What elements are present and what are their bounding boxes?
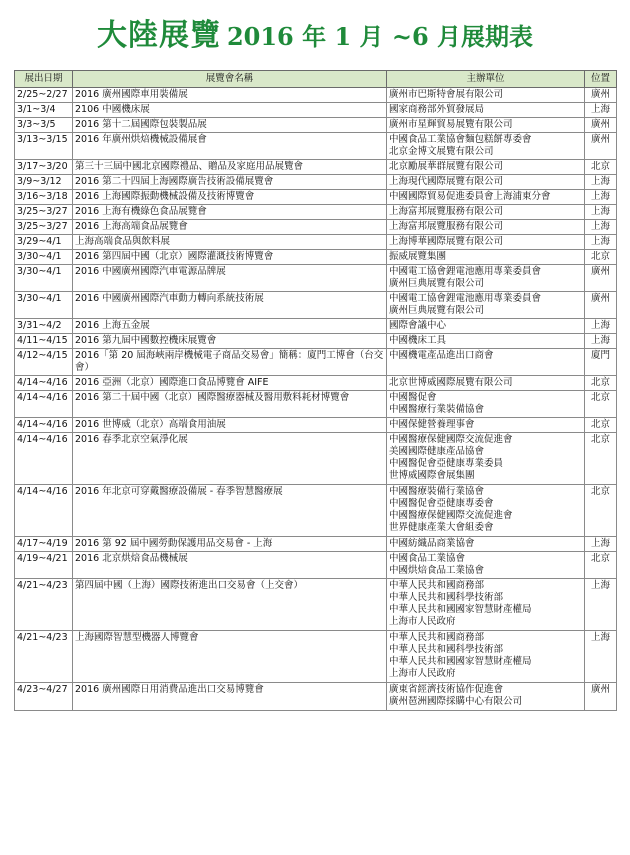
header-location: 位置 — [585, 71, 617, 88]
row-exhibition-name: 2016 廣州國際車用裝備展 — [73, 88, 387, 103]
row-exhibition-name: 2016 年北京可穿戴醫療設備展 - 春季智慧醫療展 — [73, 485, 387, 537]
row-organizer — [387, 160, 585, 175]
row-date: 2/25~2/27 — [15, 88, 73, 103]
organizer-line: 中國醫療行業裝備協會 — [389, 404, 485, 415]
row-exhibition-name: 2016 第二十四屆上海國際廣告技術設備展覽會 — [73, 175, 387, 190]
organizer-line: 中國電工協會鋰電池應用專業委員會 — [389, 293, 542, 304]
row-exhibition-name: 第三十三屆中國北京國際禮品、贈品及家庭用品展覽會 — [73, 160, 387, 175]
organizer-line: 國際會議中心 — [389, 320, 447, 331]
organizer-line: 中華人民共和國國家智慧財產權局 — [389, 604, 532, 615]
row-location: 廈門 — [585, 349, 617, 376]
row-organizer — [387, 250, 585, 265]
table-row — [15, 579, 617, 631]
exhibition-schedule-table — [14, 70, 617, 711]
table-row — [15, 118, 617, 133]
row-exhibition-name: 2016 第十二屆國際包裝製品展 — [73, 118, 387, 133]
table-row — [15, 552, 617, 579]
row-date: 3/17~3/20 — [15, 160, 73, 175]
organizer-line: 中國紡織品商業協會 — [389, 538, 475, 549]
table-row — [15, 334, 617, 349]
row-location: 北京 — [585, 160, 617, 175]
table-row — [15, 190, 617, 205]
table-header-row — [15, 71, 617, 88]
row-exhibition-name: 2016 第 92 屆中國勞動保護用品交易會 - 上海 — [73, 537, 387, 552]
row-organizer — [387, 292, 585, 319]
row-location: 上海 — [585, 631, 617, 683]
organizer-line: 上海富邦展覽服務有限公司 — [389, 206, 504, 217]
organizer-line: 上海富邦展覽服務有限公司 — [389, 221, 504, 232]
row-organizer — [387, 579, 585, 631]
row-location: 上海 — [585, 537, 617, 552]
row-organizer — [387, 319, 585, 334]
table-row — [15, 391, 617, 418]
organizer-line: 北京世博威國際展覽有限公司 — [389, 377, 513, 388]
row-exhibition-name: 2106 中國機床展 — [73, 103, 387, 118]
row-organizer — [387, 265, 585, 292]
table-row — [15, 292, 617, 319]
title-sub: 2016 年 1 月 ~6 月展期表 — [226, 22, 534, 51]
table-row — [15, 485, 617, 537]
row-exhibition-name: 2016 第二十屆中國（北京）國際醫療器械及醫用敷料耗材博覽會 — [73, 391, 387, 418]
row-organizer — [387, 103, 585, 118]
organizer-line: 中國食品工業協會 — [389, 553, 466, 564]
table-row — [15, 220, 617, 235]
row-date: 3/30~4/1 — [15, 250, 73, 265]
row-location: 廣州 — [585, 683, 617, 711]
row-location: 上海 — [585, 175, 617, 190]
row-date: 4/12~4/15 — [15, 349, 73, 376]
row-location: 廣州 — [585, 88, 617, 103]
table-row — [15, 160, 617, 175]
row-exhibition-name: 2016 世博威（北京）高端食用油展 — [73, 418, 387, 433]
row-organizer — [387, 391, 585, 418]
organizer-line: 振威展覽集團 — [389, 251, 447, 262]
organizer-line: 中華人民共和國國家智慧財產權局 — [389, 656, 532, 667]
table-row — [15, 205, 617, 220]
organizer-line: 中國醫療保健國際交流促進會 — [389, 510, 513, 521]
row-organizer — [387, 118, 585, 133]
row-exhibition-name: 2016 北京烘焙食品機械展 — [73, 552, 387, 579]
organizer-line: 廣州市巴斯特會展有限公司 — [389, 89, 504, 100]
row-organizer — [387, 133, 585, 160]
organizer-line: 世界健康產業大會組委會 — [389, 522, 494, 533]
row-location: 上海 — [585, 319, 617, 334]
organizer-line: 上海博華國際展覽有限公司 — [389, 236, 504, 247]
organizer-line: 廣州巨典展覽有限公司 — [389, 305, 485, 316]
row-location: 上海 — [585, 220, 617, 235]
header-name: 展覽會名稱 — [73, 71, 387, 88]
organizer-line: 中華人民共和國科學技術部 — [389, 592, 504, 603]
row-organizer — [387, 190, 585, 205]
row-organizer — [387, 235, 585, 250]
row-exhibition-name: 2016 年廣州烘焙機械設備展會 — [73, 133, 387, 160]
table-row — [15, 631, 617, 683]
page-title — [0, 10, 630, 54]
row-organizer — [387, 537, 585, 552]
organizer-line: 中國保健營養理事會 — [389, 419, 475, 430]
row-exhibition-name: 2016 第四屆中國（北京）國際灌溉技術博覽會 — [73, 250, 387, 265]
row-organizer — [387, 552, 585, 579]
row-location: 廣州 — [585, 265, 617, 292]
row-exhibition-name: 2016 廣州國際日用消費品進出口交易博覽會 — [73, 683, 387, 711]
row-organizer — [387, 88, 585, 103]
header-organizer: 主辦單位 — [387, 71, 585, 88]
row-date: 3/13~3/15 — [15, 133, 73, 160]
row-date: 4/11~4/15 — [15, 334, 73, 349]
row-location: 北京 — [585, 391, 617, 418]
organizer-line: 中國烘焙食品工業協會 — [389, 565, 485, 576]
organizer-line: 中國電工協會鋰電池應用專業委員會 — [389, 266, 542, 277]
row-exhibition-name: 2016 中國廣州國際汽車電源品牌展 — [73, 265, 387, 292]
organizer-line: 廣東省經濟技術協作促進會 — [389, 684, 504, 695]
row-exhibition-name: 第四屆中國（上海）國際技術進出口交易會（上交會） — [73, 579, 387, 631]
organizer-line: 中國機床工具 — [389, 335, 447, 346]
row-date: 3/16~3/18 — [15, 190, 73, 205]
organizer-line: 廣州巨典展覽有限公司 — [389, 278, 485, 289]
row-date: 3/25~3/27 — [15, 205, 73, 220]
row-location: 上海 — [585, 579, 617, 631]
row-date: 4/23~4/27 — [15, 683, 73, 711]
row-date: 3/3~3/5 — [15, 118, 73, 133]
row-date: 3/30~4/1 — [15, 265, 73, 292]
table-row — [15, 175, 617, 190]
organizer-line: 中國醫促會亞健康專委會 — [389, 498, 494, 509]
title-main: 大陸展覽 — [96, 18, 221, 53]
table-row — [15, 265, 617, 292]
row-location: 廣州 — [585, 292, 617, 319]
organizer-line: 中國醫療保健國際交流促進會 — [389, 434, 513, 445]
row-location: 北京 — [585, 552, 617, 579]
table-row — [15, 349, 617, 376]
row-date: 3/30~4/1 — [15, 292, 73, 319]
row-exhibition-name: 上海國際智慧型機器人博覽會 — [73, 631, 387, 683]
row-exhibition-name: 2016 上海有機綠色食品展覽會 — [73, 205, 387, 220]
row-location: 廣州 — [585, 133, 617, 160]
row-organizer — [387, 205, 585, 220]
organizer-line: 北京金博文展覽有限公司 — [389, 146, 494, 157]
organizer-line: 中國食品工業協會麵包糕餅專委會 — [389, 134, 532, 145]
organizer-line: 上海現代國際展覽有限公司 — [389, 176, 504, 187]
row-location: 北京 — [585, 376, 617, 391]
row-organizer — [387, 631, 585, 683]
row-organizer — [387, 433, 585, 485]
row-date: 4/14~4/16 — [15, 485, 73, 537]
organizer-line: 中國國際貿易促進委員會上海浦東分會 — [389, 191, 551, 202]
organizer-line: 廣州琶洲國際採購中心有限公司 — [389, 696, 523, 707]
row-location: 上海 — [585, 103, 617, 118]
row-location: 上海 — [585, 235, 617, 250]
organizer-line: 中華人民共和國商務部 — [389, 632, 485, 643]
row-location: 北京 — [585, 485, 617, 537]
row-organizer — [387, 175, 585, 190]
table-row — [15, 433, 617, 485]
row-date: 3/1~3/4 — [15, 103, 73, 118]
table-row — [15, 250, 617, 265]
row-date: 3/31~4/2 — [15, 319, 73, 334]
table-row — [15, 235, 617, 250]
row-organizer — [387, 376, 585, 391]
organizer-line: 上海市人民政府 — [389, 616, 456, 627]
table-row — [15, 88, 617, 103]
row-exhibition-name: 2016 中國廣州國際汽車動力轉向系統技術展 — [73, 292, 387, 319]
row-location: 北京 — [585, 433, 617, 485]
row-organizer — [387, 683, 585, 711]
row-organizer — [387, 220, 585, 235]
organizer-line: 美國國際健康產品協會 — [389, 446, 485, 457]
row-date: 4/21~4/23 — [15, 631, 73, 683]
row-date: 4/19~4/21 — [15, 552, 73, 579]
row-date: 4/14~4/16 — [15, 433, 73, 485]
organizer-line: 上海市人民政府 — [389, 668, 456, 679]
organizer-line: 中國機電產品進出口商會 — [389, 350, 494, 361]
row-exhibition-name: 2016 第九屆中國數控機床展覽會 — [73, 334, 387, 349]
row-date: 4/17~4/19 — [15, 537, 73, 552]
row-location: 上海 — [585, 334, 617, 349]
table-row — [15, 537, 617, 552]
organizer-line: 國家商務部外貿發展局 — [389, 104, 485, 115]
organizer-line: 中國醫療裝備行業協會 — [389, 486, 485, 497]
row-date: 3/29~4/1 — [15, 235, 73, 250]
row-date: 4/21~4/23 — [15, 579, 73, 631]
row-exhibition-name: 2016 上海國際振動機械設備及技術博覽會 — [73, 190, 387, 205]
row-date: 3/25~3/27 — [15, 220, 73, 235]
row-organizer — [387, 485, 585, 537]
table-row — [15, 103, 617, 118]
organizer-line: 北京勵展華群展覽有限公司 — [389, 161, 504, 172]
row-exhibition-name: 2016 春季北京空氣淨化展 — [73, 433, 387, 485]
row-exhibition-name: 2016「第 20 屆海峽兩岸機械電子商品交易會」簡稱：廈門工博會（台交會） — [73, 349, 387, 376]
row-location: 廣州 — [585, 118, 617, 133]
table-row — [15, 133, 617, 160]
organizer-line: 廣州市星輝貿易展覽有限公司 — [389, 119, 513, 130]
row-organizer — [387, 418, 585, 433]
table-row — [15, 319, 617, 334]
organizer-line: 世博威國際會展集團 — [389, 470, 475, 481]
row-location: 上海 — [585, 205, 617, 220]
row-date: 4/14~4/16 — [15, 418, 73, 433]
row-location: 北京 — [585, 250, 617, 265]
row-date: 3/9~3/12 — [15, 175, 73, 190]
row-exhibition-name: 2016 上海五金展 — [73, 319, 387, 334]
organizer-line: 中華人民共和國商務部 — [389, 580, 485, 591]
row-organizer — [387, 349, 585, 376]
row-date: 4/14~4/16 — [15, 391, 73, 418]
row-date: 4/14~4/16 — [15, 376, 73, 391]
table-row — [15, 376, 617, 391]
row-location: 北京 — [585, 418, 617, 433]
row-location: 上海 — [585, 190, 617, 205]
table-row — [15, 683, 617, 711]
table-row — [15, 418, 617, 433]
organizer-line: 中華人民共和國科學技術部 — [389, 644, 504, 655]
row-exhibition-name: 上海高端食品與飲料展 — [73, 235, 387, 250]
header-date: 展出日期 — [15, 71, 73, 88]
organizer-line: 中國醫促會 — [389, 392, 437, 403]
row-exhibition-name: 2016 亞洲（北京）國際進口食品博覽會 AIFE — [73, 376, 387, 391]
organizer-line: 中國醫促會亞健康專業委員 — [389, 458, 504, 469]
row-exhibition-name: 2016 上海高端食品展覽會 — [73, 220, 387, 235]
row-organizer — [387, 334, 585, 349]
